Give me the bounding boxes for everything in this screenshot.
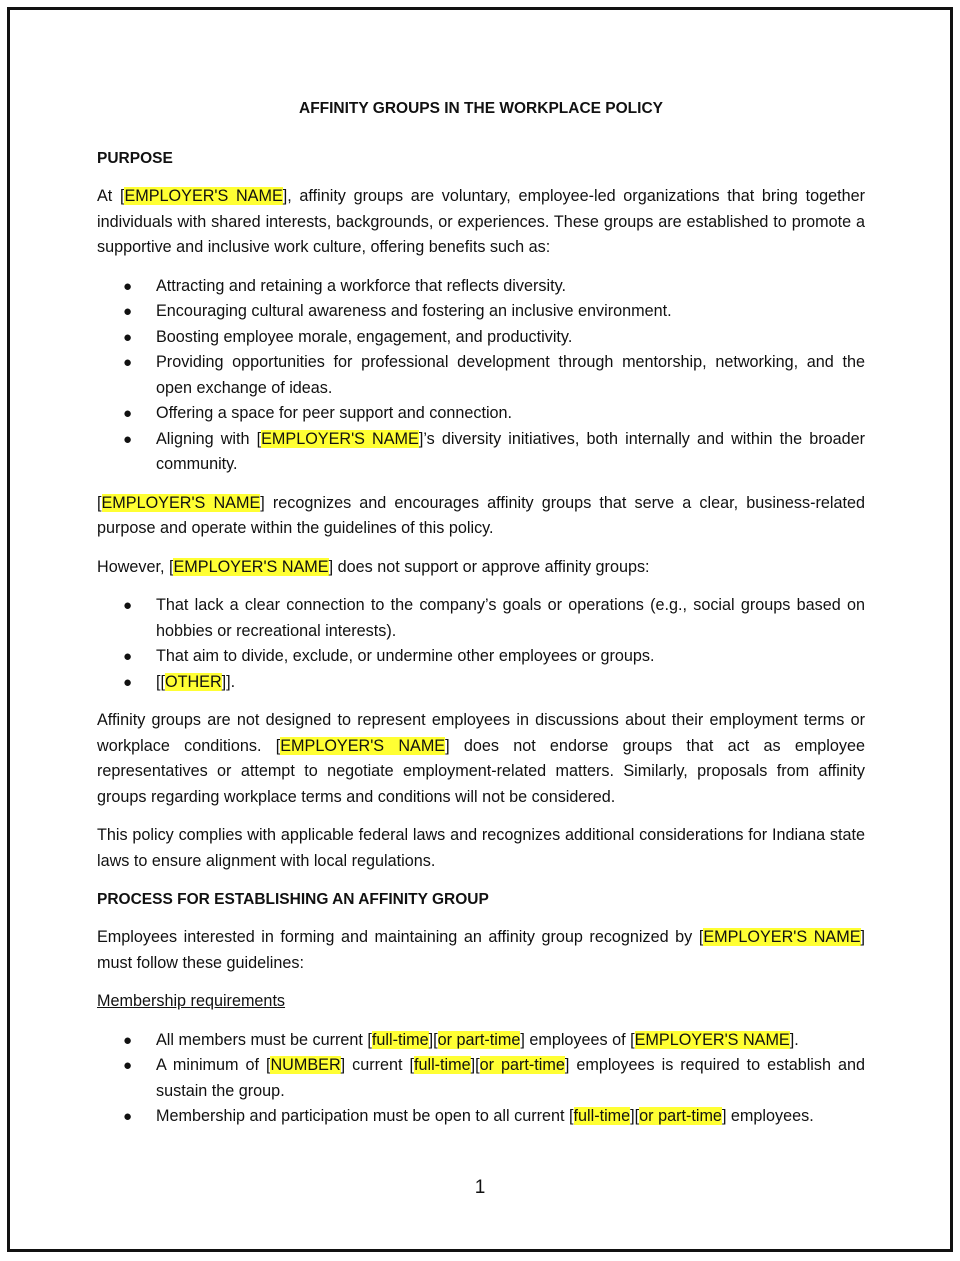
page-number: 1 xyxy=(474,1177,486,1198)
bullet-icon: ● xyxy=(123,328,133,346)
list-item-text: Offering a space for peer support and connection. xyxy=(156,404,513,422)
recognizes-paragraph xyxy=(97,491,865,542)
bullet-icon: ● xyxy=(123,405,133,422)
list-item xyxy=(97,670,865,696)
list-item xyxy=(97,325,865,351)
placeholder-employer-name: EMPLOYER'S NAME xyxy=(101,493,261,512)
list-item xyxy=(97,427,865,478)
list-item-text: Encouraging cultural awareness and fostering an inclusive environment. xyxy=(156,302,672,320)
text-run: ][ xyxy=(630,1107,640,1125)
bullet-icon: ● xyxy=(123,1057,133,1074)
placeholder-part-time: or part-time xyxy=(437,1030,521,1049)
text-run: ] does not support or approve affinity groups: xyxy=(328,557,650,576)
text-run: ][ xyxy=(428,1030,438,1049)
text-run: ]]. xyxy=(221,672,236,691)
text-run: ] does not endorse groups that act as employee representatives or attempt to negotiate employment-related matters. Similarly, proposals from affinity groups regarding workplace terms and conditions will not be considered. xyxy=(97,736,866,806)
document-title: AFFINITY GROUPS IN THE WORKPLACE POLICY xyxy=(299,100,663,117)
text-run: ] employees is required to establish and sustain the group. xyxy=(156,1056,865,1100)
bullet-icon: ● xyxy=(123,597,133,614)
text-run: All members must be current [ xyxy=(156,1030,372,1049)
representation-paragraph xyxy=(97,708,865,810)
placeholder-full-time: full-time xyxy=(371,1030,429,1049)
placeholder-number: NUMBER xyxy=(270,1056,341,1074)
text-run: [[ xyxy=(156,672,165,691)
text-run: Employees interested in forming and maintaining an affinity group recognized by [ xyxy=(97,928,704,946)
membership-requirements-list xyxy=(97,1028,865,1130)
however-paragraph xyxy=(97,555,865,581)
placeholder-employer-name: EMPLOYER'S NAME xyxy=(124,187,283,205)
placeholder-employer-name: EMPLOYER'S NAME xyxy=(280,736,446,755)
bullet-icon: ● xyxy=(123,1108,133,1125)
list-item xyxy=(97,593,865,644)
document-body xyxy=(97,96,865,1143)
text-run: Aligning with [ xyxy=(156,429,262,448)
text-run: ], affinity groups are voluntary, employee-led organizations that bring together individuals with shared interests, backgrounds, or experiences. These groups are established to promote a supportive and inclusive work culture, offering benefits such as: xyxy=(97,187,865,256)
text-run: ]. xyxy=(789,1030,799,1049)
bullet-icon: ● xyxy=(123,648,133,665)
placeholder-employer-name: EMPLOYER'S NAME xyxy=(261,429,419,448)
placeholder-employer-name: EMPLOYER'S NAME xyxy=(173,557,329,576)
text-run: ]’s diversity initiatives, both internally and within the broader community. xyxy=(156,429,865,473)
compliance-paragraph: This policy complies with applicable federal laws and recognizes additional considerations for Indiana state laws to ensure alignment with local regulations. xyxy=(97,826,865,870)
text-run: Membership and participation must be open to all current [ xyxy=(156,1107,574,1125)
text-run: A minimum of [ xyxy=(156,1056,271,1074)
text-run: However, [ xyxy=(97,557,174,576)
text-run: ] employees. xyxy=(721,1107,814,1125)
text-run: ] must follow these guidelines: xyxy=(97,928,865,972)
text-run: [ xyxy=(97,493,102,512)
list-item-text: That aim to divide, exclude, or undermine other employees or groups. xyxy=(156,647,655,665)
placeholder-employer-name: EMPLOYER'S NAME xyxy=(634,1030,790,1049)
list-item xyxy=(97,401,865,427)
bullet-icon: ● xyxy=(123,673,133,691)
bullet-icon: ● xyxy=(123,303,133,320)
bullet-icon: ● xyxy=(123,354,133,371)
list-item xyxy=(97,274,865,300)
text-run: At [ xyxy=(97,187,125,205)
benefits-list xyxy=(97,274,865,478)
bullet-icon: ● xyxy=(123,277,133,295)
placeholder-other: OTHER xyxy=(165,672,222,691)
not-supported-list xyxy=(97,593,865,695)
list-item xyxy=(97,644,865,670)
placeholder-part-time: or part-time xyxy=(479,1056,565,1074)
list-item-text: Attracting and retaining a workforce that reflects diversity. xyxy=(156,276,566,295)
list-item-text: Boosting employee morale, engagement, and productivity. xyxy=(156,327,573,346)
list-item xyxy=(97,299,865,325)
placeholder-full-time: full-time xyxy=(413,1056,471,1074)
text-run: ] employees of [ xyxy=(520,1030,635,1049)
placeholder-full-time: full-time xyxy=(573,1107,631,1125)
list-item xyxy=(97,1028,865,1054)
text-run: ] current [ xyxy=(340,1056,414,1074)
purpose-intro-paragraph xyxy=(97,184,865,261)
text-run: Affinity groups are not designed to represent employees in discussions about their employment terms or workplace conditions. [ xyxy=(97,711,865,755)
list-item xyxy=(97,1104,865,1130)
text-run: ] recognizes and encourages affinity groups that serve a clear, business-related purpose and operate within the guidelines of this policy. xyxy=(97,493,865,537)
process-intro-paragraph xyxy=(97,925,865,976)
placeholder-part-time: or part-time xyxy=(639,1107,722,1125)
text-run: ][ xyxy=(470,1056,480,1074)
placeholder-employer-name: EMPLOYER'S NAME xyxy=(703,928,861,946)
list-item xyxy=(97,350,865,401)
process-heading: PROCESS FOR ESTABLISHING AN AFFINITY GROUP xyxy=(97,891,489,908)
list-item xyxy=(97,1053,865,1104)
list-item-text: That lack a clear connection to the company’s goals or operations (e.g., social groups based on hobbies or recreational interests). xyxy=(156,596,865,640)
membership-requirements-heading: Membership requirements xyxy=(97,992,286,1010)
list-item-text: Providing opportunities for professional development through mentorship, networking, and the open exchange of ideas. xyxy=(156,353,865,397)
purpose-heading: PURPOSE xyxy=(97,150,173,167)
bullet-icon: ● xyxy=(123,430,133,448)
bullet-icon: ● xyxy=(123,1031,133,1049)
